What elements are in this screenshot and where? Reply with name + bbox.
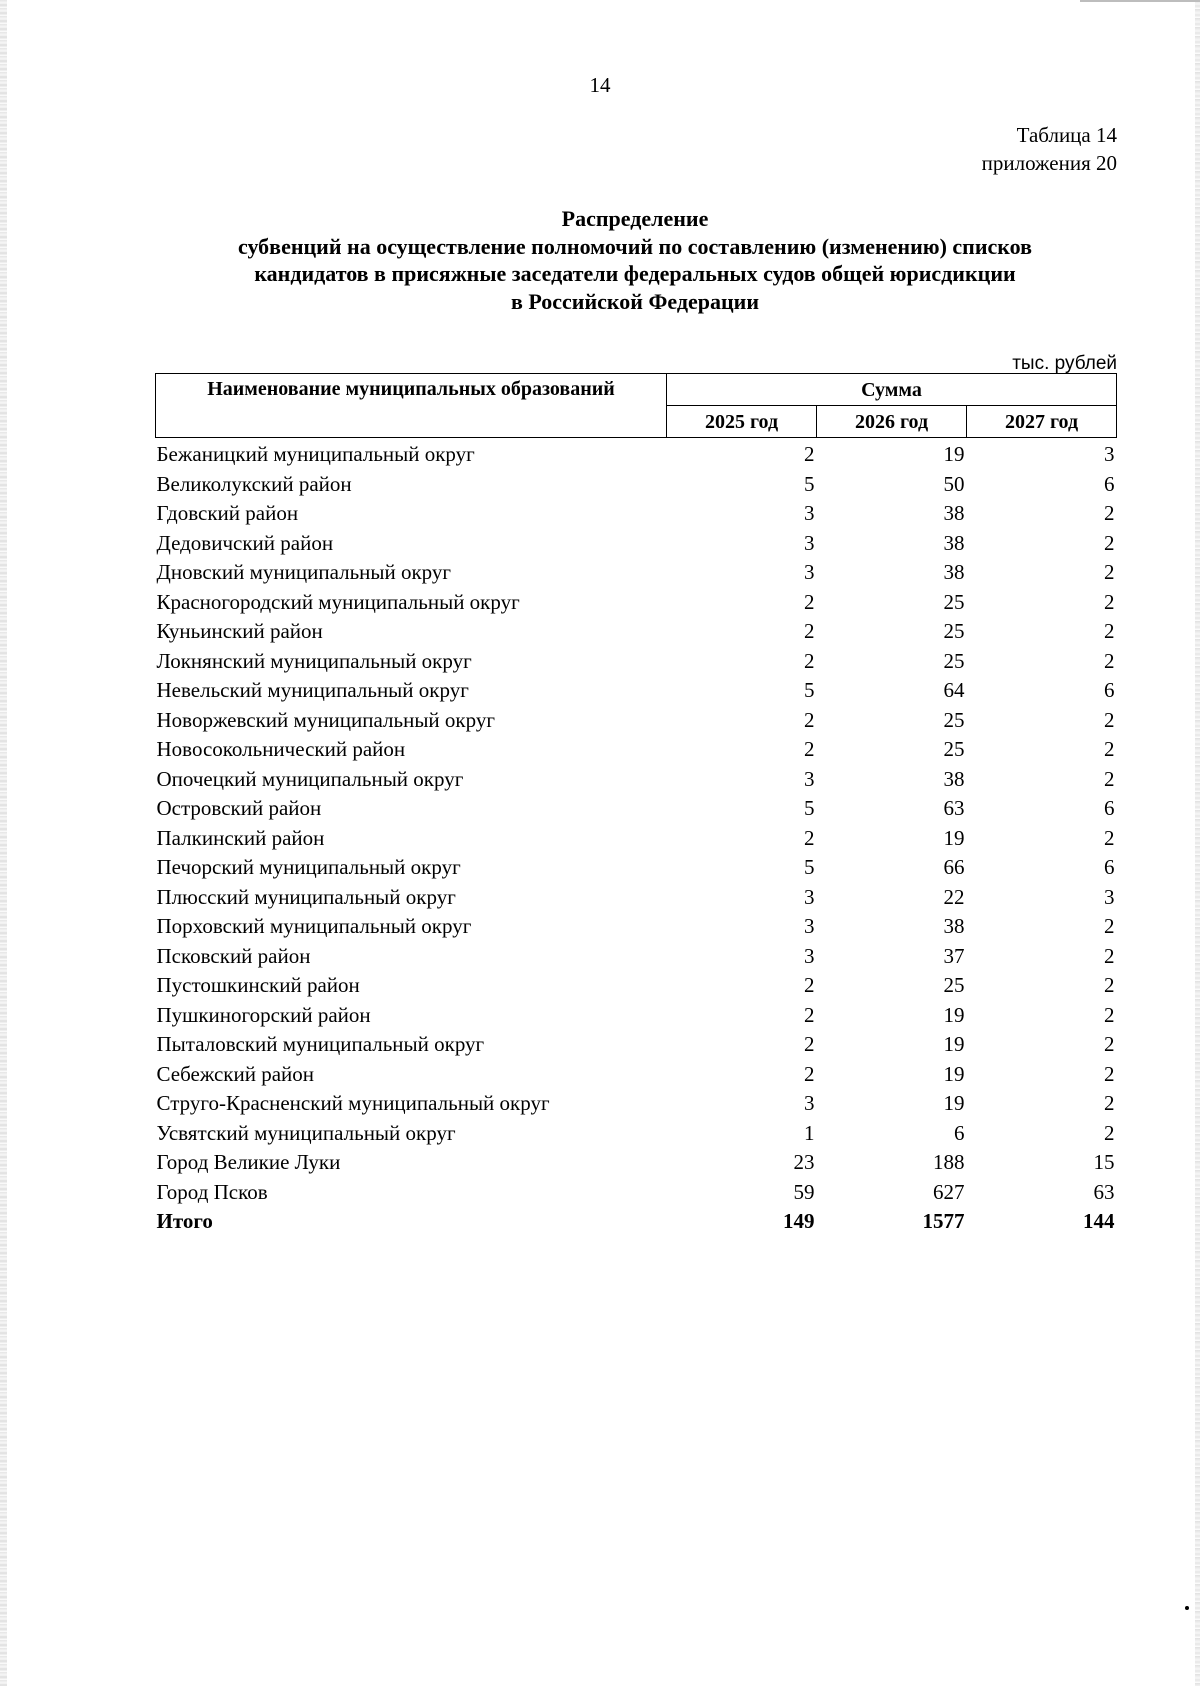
table-row [156,883,1117,913]
table-row [156,1119,1117,1149]
table-row [156,765,1117,795]
value-2027: 2 [1104,973,1115,997]
value-2025: 2 [804,825,815,850]
value-2026: 38 [943,766,965,791]
municipality-name: Палкинский район [156,825,325,850]
table-row [156,853,1117,883]
value-2026: 19 [943,1002,965,1027]
value-2025: 2 [804,619,815,643]
value-2025: 3 [804,884,815,909]
table-reference-line-2: приложения 20 [981,151,1117,175]
table-row [156,529,1117,559]
table-row [156,617,1117,647]
table-body [156,438,1117,1237]
table-row [156,735,1117,765]
value-2027: 6 [1104,855,1115,879]
value-2025: 5 [804,855,815,879]
table-row [156,1089,1117,1119]
value-2025: 3 [804,530,815,555]
value-2027: 2 [1104,619,1115,643]
value-2025: 3 [804,914,815,938]
municipality-name: Опочецкий муниципальный округ [156,766,464,791]
scan-edge-right [1195,0,1200,1686]
value-2027: 6 [1104,678,1115,702]
value-2027: 2 [1104,1002,1115,1027]
value-2027: 2 [1104,501,1115,525]
municipality-name: Дновский муниципальный округ [156,560,452,584]
header-year-2027: 2027 год [967,406,1117,438]
table-row [156,794,1117,824]
table-total-row [156,1207,1117,1237]
document-title [145,205,1125,315]
table-row [156,558,1117,588]
header-row-1 [156,374,1117,406]
value-2027: 2 [1104,943,1115,968]
value-2026: 188 [933,1150,965,1174]
scan-edge-top [1080,0,1200,2]
value-2025: 5 [804,471,815,496]
value-2025: 2 [804,707,815,732]
municipality-name: Дедовичский район [156,530,334,555]
value-2026: 66 [943,855,965,879]
value-2026: 6 [954,1120,965,1145]
value-2027: 2 [1104,914,1115,938]
value-2025: 3 [804,560,815,584]
municipality-name: Печорский муниципальный округ [156,855,461,879]
total-2025: 149 [783,1209,815,1233]
total-label: Итого [156,1209,213,1233]
value-2025: 2 [804,1002,815,1027]
value-2025: 59 [793,1179,815,1204]
value-2025: 2 [804,737,815,761]
value-2027: 2 [1104,530,1115,555]
value-2027: 2 [1104,825,1115,850]
value-2026: 19 [943,1032,965,1056]
header-sum: Сумма [667,374,1117,406]
value-2026: 19 [943,1091,965,1115]
municipality-name: Порховский муниципальный округ [156,914,472,938]
value-2026: 19 [943,1061,965,1086]
municipality-name: Новоржевский муниципальный округ [156,707,495,732]
header-municipality-name: Наименование муниципальных образований [156,374,667,438]
scan-edge-left [0,0,7,1686]
municipality-name: Невельский муниципальный округ [156,678,469,702]
scan-speck [1185,1606,1189,1610]
municipality-name: Себежский район [156,1061,314,1086]
municipality-name: Плюсский муниципальный округ [156,884,456,909]
municipality-name: Усвятский муниципальный округ [156,1120,456,1145]
value-2027: 2 [1104,766,1115,791]
municipality-name: Новосокольнический район [156,737,406,761]
distribution-table-container [155,373,1117,1237]
value-2025: 3 [804,943,815,968]
total-2027: 144 [1083,1209,1115,1233]
value-2025: 2 [804,589,815,614]
table-row [156,912,1117,942]
municipality-name: Красногородский муниципальный округ [156,589,520,614]
value-2026: 25 [943,619,965,643]
value-2026: 63 [943,796,965,820]
table-row [156,971,1117,1001]
value-2025: 1 [804,1120,815,1145]
header-year-2026: 2026 год [817,406,967,438]
table-reference [982,121,1117,177]
value-2027: 63 [1093,1179,1115,1204]
table-row [156,1001,1117,1031]
municipality-name: Великолукский район [156,471,352,496]
value-2026: 19 [943,442,965,466]
value-2027: 2 [1104,707,1115,732]
title-line-1: Распределение [561,206,709,231]
value-2026: 50 [943,471,965,496]
total-2026: 1577 [922,1209,965,1233]
value-2026: 38 [943,914,965,938]
value-2027: 6 [1104,796,1115,820]
value-2025: 3 [804,1091,815,1115]
header-year-2025: 2025 год [667,406,817,438]
table-row [156,588,1117,618]
value-2025: 3 [804,501,815,525]
municipality-name: Локнянский муниципальный округ [156,648,472,673]
value-2026: 38 [943,560,965,584]
table-row [156,1060,1117,1090]
value-2025: 2 [804,973,815,997]
table-row [156,647,1117,677]
table-reference-line-1: Таблица 14 [1016,123,1117,147]
value-2027: 15 [1093,1150,1115,1174]
title-line-4: в Российской Федерации [510,288,759,314]
value-2025: 2 [804,1061,815,1086]
table-row [156,438,1117,470]
value-2026: 22 [943,884,965,909]
value-2026: 25 [943,707,965,732]
value-2027: 2 [1104,648,1115,673]
table-row [156,706,1117,736]
table-row [156,499,1117,529]
table-row [156,942,1117,972]
municipality-name: Куньинский район [156,619,323,643]
table-row [156,1148,1117,1178]
value-2027: 6 [1104,471,1115,496]
value-2025: 2 [804,442,815,466]
value-2026: 37 [943,943,965,968]
municipality-name: Пушкиногорский район [156,1002,371,1027]
value-2026: 627 [933,1179,965,1204]
table-row [156,470,1117,500]
municipality-name: Гдовский район [156,501,299,525]
value-2027: 2 [1104,560,1115,584]
distribution-table [155,373,1117,1237]
value-2026: 25 [943,737,965,761]
value-2027: 2 [1104,589,1115,614]
value-2026: 38 [943,530,965,555]
units-label: тыс. рублей [1012,353,1117,374]
title-line-3: кандидатов в присяжные заседатели федеральных судов общей юрисдикции [254,261,1016,286]
value-2026: 25 [943,589,965,614]
value-2026: 38 [943,501,965,525]
value-2027: 2 [1104,1091,1115,1115]
table-row [156,676,1117,706]
value-2025: 5 [804,796,815,820]
value-2025: 23 [793,1150,815,1174]
value-2027: 2 [1104,1120,1115,1145]
value-2025: 2 [804,1032,815,1056]
value-2027: 2 [1104,737,1115,761]
municipality-name: Островский район [156,796,322,820]
value-2025: 5 [804,678,815,702]
value-2025: 2 [804,648,815,673]
municipality-name: Город Великие Луки [156,1150,341,1174]
value-2027: 2 [1104,1061,1115,1086]
value-2026: 25 [943,648,965,673]
value-2026: 19 [943,825,965,850]
table-row [156,1178,1117,1208]
title-line-2: субвенций на осуществление полномочий по составлению (изменению) списков [238,233,1032,259]
value-2025: 3 [804,766,815,791]
municipality-name: Пустошкинский район [156,973,360,997]
page-number: 14 [589,73,611,97]
value-2027: 3 [1104,884,1115,909]
value-2026: 64 [943,678,965,702]
municipality-name: Струго-Красненский муниципальный округ [156,1091,550,1115]
municipality-name: Бежаницкий муниципальный округ [156,442,475,466]
table-row [156,1030,1117,1060]
municipality-name: Город Псков [156,1179,268,1204]
municipality-name: Пыталовский муниципальный округ [156,1032,485,1056]
table-header [156,374,1117,438]
value-2027: 3 [1104,442,1115,466]
table-row [156,824,1117,854]
municipality-name: Псковский район [156,943,311,968]
value-2027: 2 [1104,1032,1115,1056]
value-2026: 25 [943,973,965,997]
